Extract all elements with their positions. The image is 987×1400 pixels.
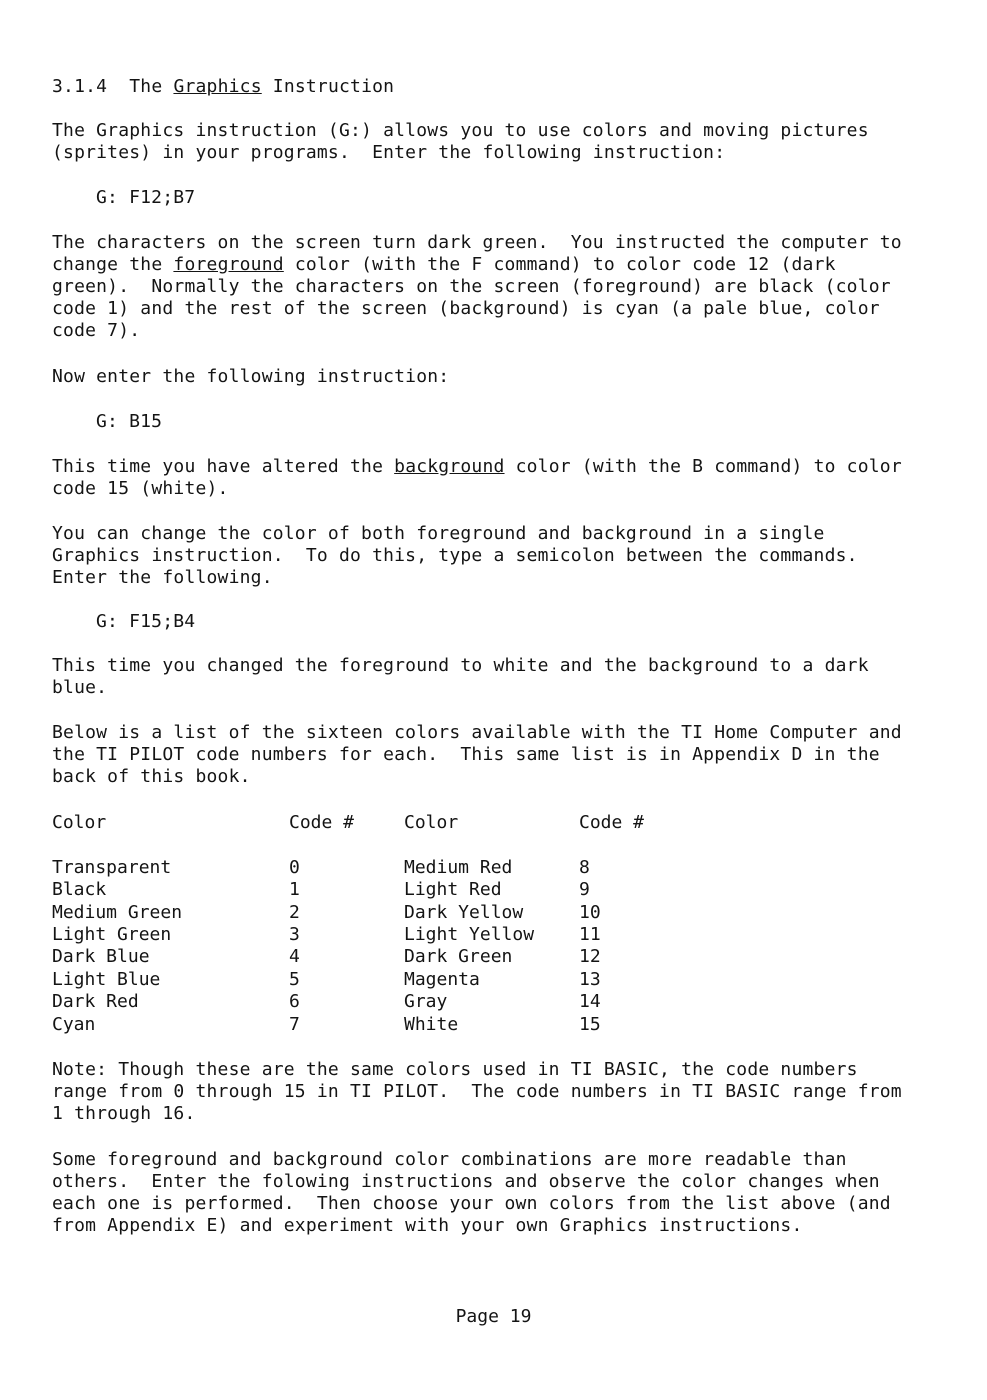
table-cell-color: Medium Red — [404, 857, 513, 878]
table-cell-code: 4 — [289, 946, 300, 967]
paragraph-line — [52, 456, 902, 478]
table-cell-code: 13 — [579, 969, 601, 990]
table-cell-color: Light Yellow — [404, 924, 535, 945]
table-cell-color: Gray — [404, 991, 448, 1012]
table-cell-code: 10 — [579, 902, 601, 923]
table-header-color: Color — [52, 812, 107, 833]
section-title-pre: The — [129, 76, 163, 97]
table-cell-color: Light Red — [404, 879, 502, 900]
command-example: G: F15;B4 — [96, 611, 196, 632]
paragraph-line: Enter the following. — [52, 567, 273, 588]
section-title-underlined: Graphics — [173, 76, 262, 97]
table-header-color: Color — [404, 812, 459, 833]
underlined-term: foreground — [173, 254, 284, 275]
paragraph-line: (sprites) in your programs. Enter the following instruction: — [52, 142, 726, 163]
table-cell-code: 1 — [289, 879, 300, 900]
paragraph-line: 1 through 16. — [52, 1103, 196, 1124]
underlined-term: background — [394, 456, 505, 477]
paragraph-line: code 7). — [52, 320, 141, 341]
paragraph-line: others. Enter the folowing instructions and observe the color changes when — [52, 1171, 880, 1192]
paragraph-line: range from 0 through 15 in TI PILOT. The code numbers in TI BASIC range from — [52, 1081, 902, 1102]
paragraph-line: Note: Though these are the same colors used in TI BASIC, the code numbers — [52, 1059, 858, 1080]
text-run: color (with the F command) to color code 12 (dark — [294, 254, 836, 275]
table-header-code: Code # — [579, 812, 645, 833]
table-cell-code: 8 — [579, 857, 590, 878]
table-cell-code: 6 — [289, 991, 300, 1012]
paragraph-line: blue. — [52, 677, 108, 698]
table-cell-color: Dark Green — [404, 946, 513, 967]
table-cell-code: 5 — [289, 969, 300, 990]
paragraph-line: Now enter the following instruction: — [52, 366, 450, 387]
table-header-code: Code # — [289, 812, 355, 833]
text-run: change the — [52, 254, 163, 275]
table-cell-color: Light Blue — [52, 969, 161, 990]
table-cell-code: 0 — [289, 857, 300, 878]
table-cell-color: White — [404, 1014, 459, 1035]
page-number: Page 19 — [455, 1306, 532, 1327]
table-cell-code: 15 — [579, 1014, 601, 1035]
table-cell-color: Transparent — [52, 857, 172, 878]
table-cell-color: Dark Blue — [52, 946, 150, 967]
table-cell-color: Light Green — [52, 924, 172, 945]
paragraph-line: green). Normally the characters on the screen (foreground) are black (color — [52, 276, 891, 297]
table-cell-code: 2 — [289, 902, 300, 923]
paragraph-line: the TI PILOT code numbers for each. This same list is in Appendix D in the — [52, 744, 880, 765]
paragraph-line — [52, 254, 836, 276]
paragraph-line: back of this book. — [52, 766, 251, 787]
text-run: color (with the B command) to color — [515, 456, 902, 477]
paragraph-line: each one is performed. Then choose your own colors from the list above (and — [52, 1193, 891, 1214]
section-heading — [52, 76, 394, 98]
paragraph-line: from Appendix E) and experiment with your own Graphics instructions. — [52, 1215, 803, 1236]
table-cell-code: 7 — [289, 1014, 300, 1035]
text-run: This time you have altered the — [52, 456, 384, 477]
table-cell-color: Medium Green — [52, 902, 183, 923]
table-cell-code: 3 — [289, 924, 300, 945]
section-number: 3.1.4 — [52, 76, 108, 97]
paragraph-line: The characters on the screen turn dark green. You instructed the computer to — [52, 232, 902, 253]
table-cell-code: 9 — [579, 879, 590, 900]
table-cell-color: Dark Red — [52, 991, 139, 1012]
table-cell-color: Black — [52, 879, 107, 900]
table-cell-code: 11 — [579, 924, 601, 945]
paragraph-line: code 1) and the rest of the screen (background) is cyan (a pale blue, color — [52, 298, 880, 319]
paragraph-line: Graphics instruction. To do this, type a semicolon between the commands. — [52, 545, 858, 566]
command-example: G: F12;B7 — [96, 187, 196, 208]
table-cell-code: 12 — [579, 946, 601, 967]
table-cell-code: 14 — [579, 991, 601, 1012]
table-cell-color: Cyan — [52, 1014, 96, 1035]
paragraph-line: The Graphics instruction (G:) allows you to use colors and moving pictures — [52, 120, 869, 141]
paragraph-line: This time you changed the foreground to white and the background to a dark — [52, 655, 869, 676]
table-cell-color: Dark Yellow — [404, 902, 524, 923]
paragraph-line: code 15 (white). — [52, 478, 229, 499]
paragraph-line: Below is a list of the sixteen colors available with the TI Home Computer and — [52, 722, 902, 743]
table-cell-color: Magenta — [404, 969, 480, 990]
command-example: G: B15 — [96, 411, 163, 432]
paragraph-line: You can change the color of both foreground and background in a single — [52, 523, 825, 544]
paragraph-line: Some foreground and background color combinations are more readable than — [52, 1149, 847, 1170]
section-title-post: Instruction — [272, 76, 395, 97]
